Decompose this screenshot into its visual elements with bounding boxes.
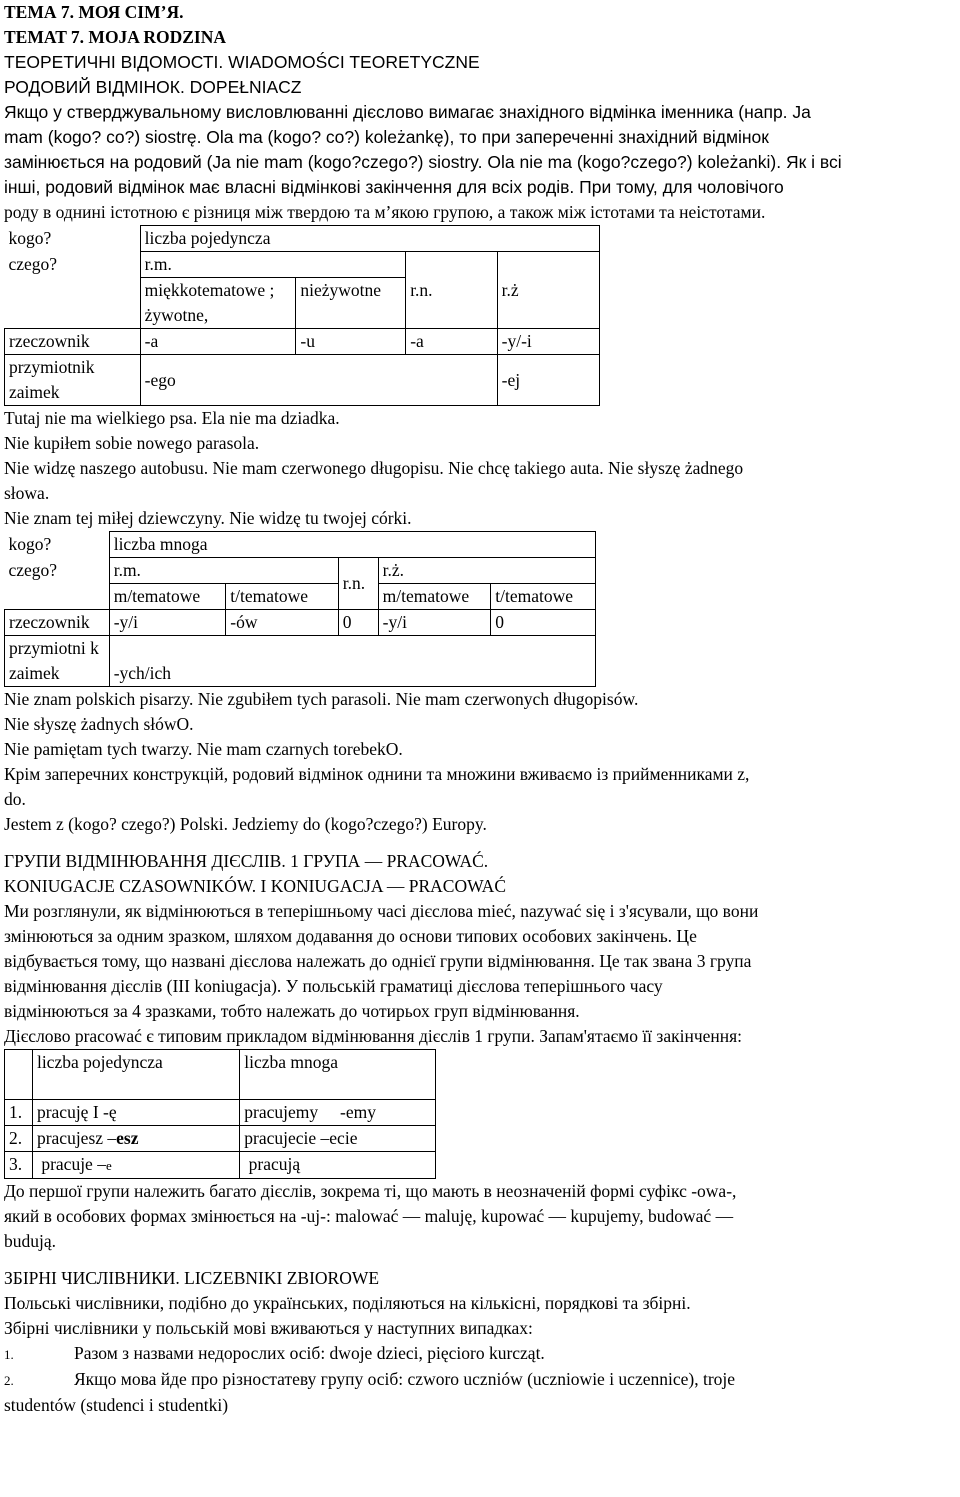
paragraph-line: Якщо у стверджувальному висловлюванні дієслово вимагає знахідного відмінка іменника (напр. Ja — [4, 102, 811, 122]
example-line: Nie słyszę żadnych słówO. — [4, 714, 194, 734]
paragraph-line: відмінюються за 4 зразками, тобто належать до чотирьох груп відмінювання. — [4, 1001, 580, 1021]
pronoun-label: zaimek — [9, 663, 60, 683]
table-cell: -y/i — [378, 610, 491, 636]
topic-heading-ua: ТЕМА 7. МОЯ СІМ’Я. — [4, 2, 184, 22]
example-line: Nie kupiłem sobie nowego parasola. — [4, 433, 260, 453]
paragraph-line: Крім заперечних конструкцій, родовий відмінок однини та множини вживаємо із прийменниками z, — [4, 764, 750, 784]
number-header: liczba mnoga — [109, 532, 595, 558]
paragraph-line: До першої групи належить багато дієслів, зокрема ті, що мають в неозначеній формі суфікс -owa-, — [4, 1181, 737, 1201]
ending-small: e — [105, 1158, 112, 1173]
example-line: Nie widzę naszego autobusu. Nie mam czerwonego długopisu. Nie chcę takiego auta. Nie słyszę żadnego — [4, 458, 744, 478]
plural-header: liczba mnoga — [240, 1050, 436, 1100]
paragraph-line: відбувається тому, що названі дієслова належать до однієї групи відмінювання. Це так звана 3 група — [4, 951, 752, 971]
list-number: 1. — [4, 1347, 14, 1362]
section-title-conjugation-pl: KONIUGACJE CZASOWNIKÓW. I KONIUGACJA — PRACOWAĆ — [4, 876, 506, 896]
kogo-label: kogo? — [8, 533, 52, 554]
paragraph-line: budują. — [4, 1231, 57, 1251]
czego-label: czego? — [8, 253, 58, 274]
person-number: 3. — [5, 1152, 33, 1179]
example-line: Jestem z (kogo? czego?) Polski. Jedziemy do (kogo?czego?) Europy. — [4, 814, 487, 834]
hard-stem-header: t/tematowe — [226, 584, 339, 610]
list-item-text: Разом з назвами недорослих осіб: dwoje dzieci, pięcioro kurcząt. — [74, 1343, 545, 1363]
plural-ending: -ych/ich — [113, 663, 172, 683]
table-cell: -u — [296, 329, 406, 355]
adjective-label: przymiotni k — [9, 638, 99, 658]
list-item-continuation: studentów (studenci i studentki) — [4, 1395, 229, 1415]
table-cell: -y/-i — [497, 329, 599, 355]
neuter-header: r.n. — [406, 252, 497, 329]
table-cell: -ego — [140, 355, 497, 406]
table-row — [5, 636, 596, 687]
hard-stem-header: m/tematowe — [378, 584, 491, 610]
table-row — [5, 329, 600, 355]
example-line: Nie znam tej miłej dziewczyny. Nie widzę tu twojej córki. — [4, 508, 412, 528]
singular-form — [32, 1126, 239, 1152]
plural-form: pracujecie –ecie — [240, 1126, 436, 1152]
kogo-label: kogo? — [8, 227, 52, 248]
number-header: liczba pojedyncza — [140, 226, 599, 252]
section-title-theory: ТЕОРЕТИЧНІ ВІДОМОСТІ. WIADOMOŚCI TEORETYCZNE — [4, 52, 480, 72]
soft-stem-animate-header — [140, 278, 296, 329]
table-cell — [109, 636, 595, 687]
ending-bold: esz — [116, 1128, 139, 1148]
example-line: Nie znam polskich pisarzy. Nie zgubiłem tych parasoli. Nie mam czerwonych długopisów. — [4, 689, 639, 709]
table-cell: -ej — [497, 355, 599, 406]
paragraph-line: змінюються за одним зразком, шляхом додавання до основи типових особових закінчень. Це — [4, 926, 697, 946]
paragraph-line: інші, родовий відмінок має власні відмінкові закінчення для всіх родів. При тому, для чоловічого — [4, 177, 784, 197]
paragraph-line: do. — [4, 789, 26, 809]
singular-form-text: pracuje – — [36, 1154, 106, 1174]
paragraph-line: Збірні числівники у польській мові вживаються у наступних випадках: — [4, 1318, 533, 1338]
table-cell: -a — [406, 329, 497, 355]
person-number: 2. — [5, 1126, 33, 1152]
czego-label: czego? — [8, 559, 58, 580]
paragraph-line: відмінювання дієслів (III koniugacja). У польській граматиці дієслова теперішнього часу — [4, 976, 663, 996]
plural-form: pracują — [240, 1152, 436, 1179]
genitive-singular-table — [4, 225, 600, 406]
list-item — [4, 1341, 956, 1367]
section-subtitle-genitive: РОДОВИЙ ВІДМІНОК. DOPEŁNIACZ — [4, 77, 302, 97]
masculine-header: r.m. — [140, 252, 406, 278]
feminine-header: r.ż. — [378, 558, 595, 584]
example-line: słowa. — [4, 483, 50, 503]
table-row — [5, 1100, 436, 1126]
section-title-collective-numerals: ЗБІРНІ ЧИСЛІВНИКИ. LICZEBNIKI ZBIOROWE — [4, 1268, 380, 1288]
paragraph-line: Дієслово pracować є типовим прикладом відмінювання дієслів 1 групи. Запам'ятаємо її закінчення: — [4, 1026, 743, 1046]
table-cell: -y/i — [109, 610, 226, 636]
plural-form: pracujemy -emy — [240, 1100, 436, 1126]
paragraph-line: Ми розглянули, як відмінюються в теперішньому часі дієслова mieć, nazywać się і з'ясували, що вони — [4, 901, 759, 921]
singular-form — [32, 1152, 239, 1179]
topic-heading-pl: TEMAT 7. MOJA RODZINA — [4, 27, 227, 47]
person-number: 1. — [5, 1100, 33, 1126]
table-cell — [5, 636, 110, 687]
inanimate-header: nieżywotne — [296, 278, 406, 329]
neuter-header: r.n. — [338, 558, 378, 610]
table-row — [5, 1126, 436, 1152]
table-cell: 0 — [338, 610, 378, 636]
list-item — [4, 1367, 956, 1393]
conjugation-table — [4, 1049, 436, 1179]
example-line: Tutaj nie ma wielkiego psa. Ela nie ma dziadka. — [4, 408, 340, 428]
list-item-text: Якщо мова йде про різностатеву групу осіб: czworo uczniów (uczniowie i uczennice), troje — [74, 1369, 736, 1389]
singular-header: liczba pojedyncza — [32, 1050, 239, 1100]
example-line: Nie pamiętam tych twarzy. Nie mam czarnych torebekO. — [4, 739, 403, 759]
table-cell: 0 — [491, 610, 596, 636]
singular-form: pracuję I -ę — [32, 1100, 239, 1126]
table-cell: rzeczownik — [5, 329, 141, 355]
feminine-header: r.ż — [497, 252, 599, 329]
table-row — [5, 1152, 436, 1179]
table-cell: przymiotnik zaimek — [5, 355, 141, 406]
paragraph-line: роду в однині істотною є різниця між твердою та м’якою групою, а також між істотами та неістотами. — [4, 202, 766, 222]
soft-stem-label: miękkotematowe ; — [144, 280, 275, 300]
paragraph-line: mam (kogo? co?) siostrę. Ola ma (kogo? co?) koleżankę), то при запереченні знахідний відмінок — [4, 127, 769, 147]
table-cell: rzeczownik — [5, 610, 110, 636]
hard-stem-header: m/tematowe — [109, 584, 226, 610]
genitive-plural-table — [4, 531, 596, 687]
table-cell: -ów — [226, 610, 339, 636]
table-row — [5, 610, 596, 636]
list-number: 2. — [4, 1373, 14, 1388]
section-title-conjugation-ua: ГРУПИ ВІДМІНЮВАННЯ ДІЄСЛІВ. 1 ГРУПА — PRACOWAĆ. — [4, 851, 489, 871]
singular-form-text: pracujesz – — [36, 1128, 117, 1148]
paragraph-line: який в особових формах змінюється на -uj-: malować — maluję, kupować — kupujemy, budować — — [4, 1206, 734, 1226]
paragraph-line: замінюється на родовий (Ja nie mam (kogo?czego?) siostry. Ola nie ma (kogo?czego?) koleżanki). Як і всі — [4, 152, 842, 172]
table-cell — [5, 1050, 33, 1100]
table-cell: -a — [140, 329, 296, 355]
hard-stem-header: t/tematowe — [491, 584, 596, 610]
animate-label: żywotne, — [144, 305, 209, 325]
paragraph-line: Польські числівники, подібно до українських, поділяються на кількісні, порядкові та збірні. — [4, 1293, 691, 1313]
table-row — [5, 355, 600, 406]
masculine-header: r.m. — [109, 558, 338, 584]
